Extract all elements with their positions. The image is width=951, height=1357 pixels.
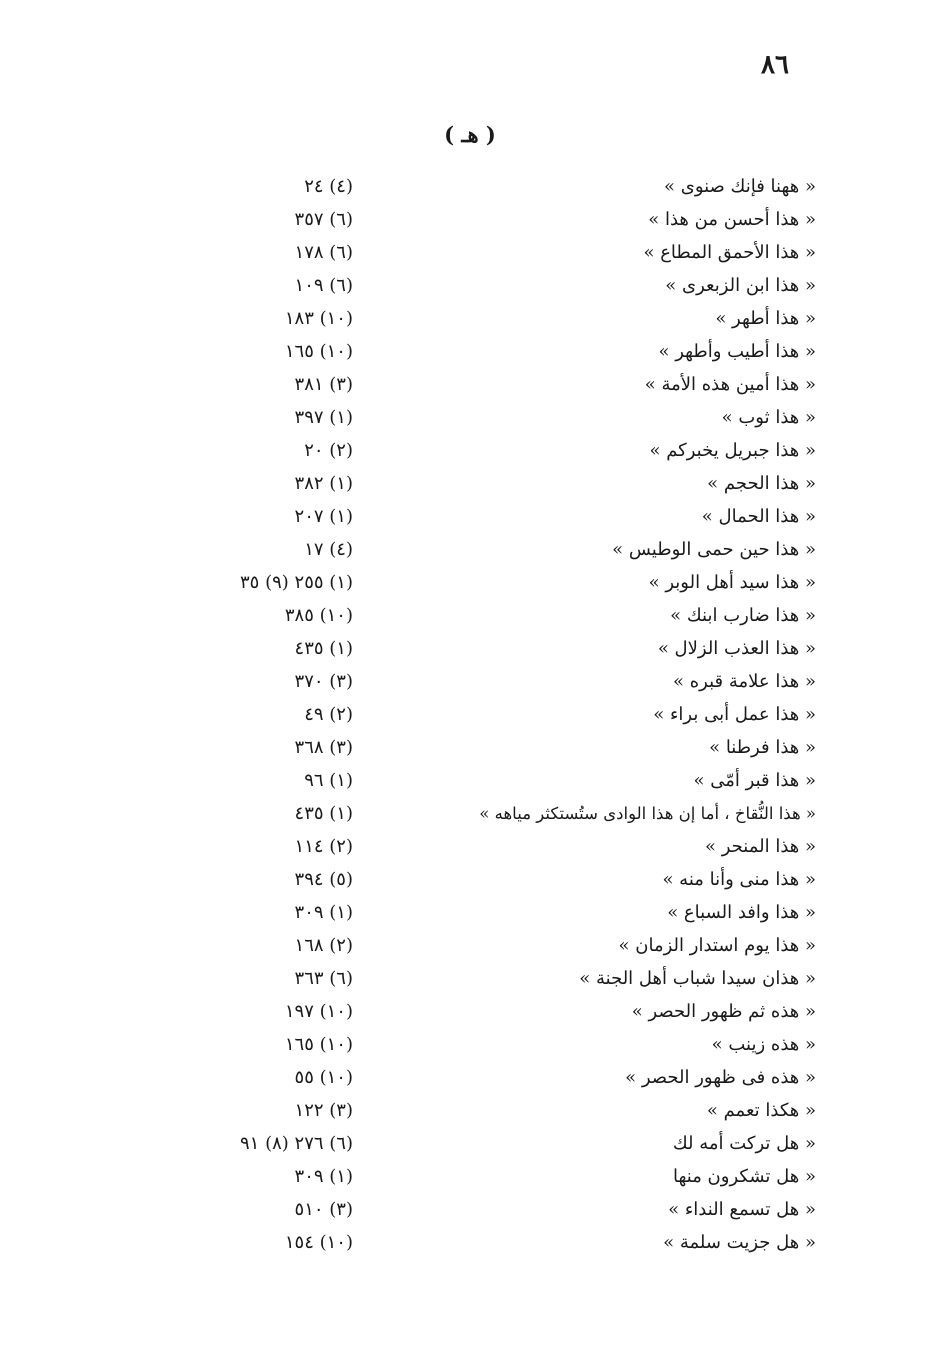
index-entry: [0, 170, 951, 203]
entry-text: « هذا أطهر »: [715, 308, 816, 329]
index-entry: [0, 368, 951, 401]
index-entry: [0, 665, 951, 698]
entry-reference: (١٠) ١٩٧: [284, 1001, 353, 1022]
entry-reference: (١٠) ٣٨٥: [284, 605, 353, 626]
index-entry: [0, 731, 951, 764]
entry-reference: (١) ٤٣٥: [294, 803, 353, 824]
entry-reference: (٢) ٤٩: [304, 704, 353, 725]
index-entry: [0, 434, 951, 467]
entry-reference: (١) ٩٦: [304, 770, 353, 791]
entry-text: « هذا حين حمى الوطيس »: [612, 539, 816, 560]
index-entry: [0, 995, 951, 1028]
index-entry: [0, 1028, 951, 1061]
index-entry: [0, 467, 951, 500]
index-entry: [0, 797, 951, 830]
index-entry: [0, 1061, 951, 1094]
entry-reference: (١) ٣٠٩: [294, 1166, 353, 1187]
index-entry: [0, 830, 951, 863]
index-entries-list: [0, 170, 951, 1259]
entry-text: « هذا سيد أهل الوبر »: [648, 572, 816, 593]
entry-reference: (١) ٣٠٩: [294, 902, 353, 923]
entry-reference: (٦) ٣٦٣: [294, 968, 353, 989]
entry-reference: (١٠) ١٦٥: [284, 1034, 353, 1055]
entry-text: « هل تشكرون منها: [672, 1166, 816, 1187]
entry-reference: (١) ٣٨٢: [294, 473, 353, 494]
entry-text: « هذا قبر أمّى »: [693, 770, 816, 791]
index-entry: [0, 599, 951, 632]
index-entry: [0, 1193, 951, 1226]
index-entry: [0, 335, 951, 368]
index-entry: [0, 401, 951, 434]
index-entry: [0, 533, 951, 566]
entry-text: « هذا فرطنا »: [709, 737, 816, 758]
entry-reference: (١) ٢٥٥ (٩) ٣٥: [240, 572, 353, 593]
entry-text: « هذا يوم استدار الزمان »: [618, 935, 816, 956]
entry-reference: (٣) ٣٧٠: [294, 671, 353, 692]
index-entry: [0, 500, 951, 533]
index-entry: [0, 1127, 951, 1160]
section-heading: ( هـ ): [444, 122, 496, 147]
index-entry: [0, 962, 951, 995]
entry-text: « هذا أحسن من هذا »: [648, 209, 816, 230]
entry-reference: (٥) ٣٩٤: [294, 869, 353, 890]
entry-text: « هذا المنحر »: [704, 836, 816, 857]
entry-text: « هذا وافد السباع »: [667, 902, 816, 923]
index-entry: [0, 896, 951, 929]
entry-reference: (٦) ١٧٨: [294, 242, 353, 263]
index-entry: [0, 566, 951, 599]
entry-text: « هذا ابن الزبعرى »: [665, 275, 816, 296]
entry-reference: (٣) ٣٦٨: [294, 737, 353, 758]
entry-text: « هذا الحمال »: [701, 506, 816, 527]
entry-reference: (٢) ٢٠: [304, 440, 353, 461]
entry-reference: (٢) ١٦٨: [294, 935, 353, 956]
entry-reference: (١) ٢٠٧: [294, 506, 353, 527]
index-entry: [0, 1094, 951, 1127]
entry-text: « هل تركت أمه لك: [672, 1133, 816, 1154]
entry-text: « هذا ضارب ابنك »: [670, 605, 816, 626]
entry-text: « هل تسمع النداء »: [668, 1199, 816, 1220]
entry-reference: (١٠) ١٨٣: [284, 308, 353, 329]
entry-text: « هذا الأحمق المطاع »: [643, 242, 816, 263]
entry-reference: (٦) ٢٧٦ (٨) ٩١: [240, 1133, 353, 1154]
entry-text: « هذا الحجم »: [707, 473, 816, 494]
entry-text: « هذا العذب الزلال »: [657, 638, 816, 659]
entry-reference: (١) ٣٩٧: [294, 407, 353, 428]
page-number: ٨٦: [761, 50, 789, 80]
index-entry: [0, 863, 951, 896]
entry-text: « هذا أطيب وأطهر »: [658, 341, 816, 362]
entry-text: « هذا عمل أبى براء »: [653, 704, 816, 725]
entry-text: « هكذا تعمم »: [706, 1100, 816, 1121]
index-entry: [0, 698, 951, 731]
entry-reference: (١٠) ٥٥: [294, 1067, 353, 1088]
entry-text: « هذان سيدا شباب أهل الجنة »: [579, 968, 816, 989]
entry-text: « هذه فى ظهور الحصر »: [625, 1067, 816, 1088]
entry-reference: (١٠) ١٥٤: [284, 1232, 353, 1253]
entry-text: « هذا النُّقاخ ، أما إن هذا الوادى ستُستكثر مياهه »: [479, 804, 816, 823]
entry-text: « ههنا فإنك صنوى »: [664, 176, 816, 197]
index-entry: [0, 764, 951, 797]
index-entry: [0, 929, 951, 962]
entry-text: « هذه زينب »: [711, 1034, 816, 1055]
index-entry: [0, 236, 951, 269]
entry-text: « هذا علامة قبره »: [672, 671, 816, 692]
index-entry: [0, 632, 951, 665]
entry-reference: (١) ٤٣٥: [294, 638, 353, 659]
entry-reference: (٦) ١٠٩: [294, 275, 353, 296]
entry-text: « هذا منى وأنا منه »: [662, 869, 816, 890]
index-entry: [0, 302, 951, 335]
index-entry: [0, 269, 951, 302]
entry-text: « هل جزيت سلمة »: [663, 1232, 816, 1253]
entry-reference: (٣) ٣٨١: [294, 374, 353, 395]
entry-text: « هذا أمين هذه الأمة »: [644, 374, 816, 395]
entry-text: « هذه ثم ظهور الحصر »: [631, 1001, 816, 1022]
entry-reference: (٤) ١٧: [304, 539, 353, 560]
index-entry: [0, 203, 951, 236]
entry-reference: (٦) ٣٥٧: [294, 209, 353, 230]
entry-text: « هذا ثوب »: [721, 407, 816, 428]
entry-reference: (٢) ١١٤: [294, 836, 353, 857]
entry-reference: (٤) ٢٤: [304, 176, 353, 197]
entry-reference: (١٠) ١٦٥: [284, 341, 353, 362]
index-entry: [0, 1160, 951, 1193]
entry-reference: (٣) ١٢٢: [294, 1100, 353, 1121]
entry-text: « هذا جبريل يخبركم »: [649, 440, 816, 461]
index-entry: [0, 1226, 951, 1259]
entry-reference: (٣) ٥١٠: [294, 1199, 353, 1220]
